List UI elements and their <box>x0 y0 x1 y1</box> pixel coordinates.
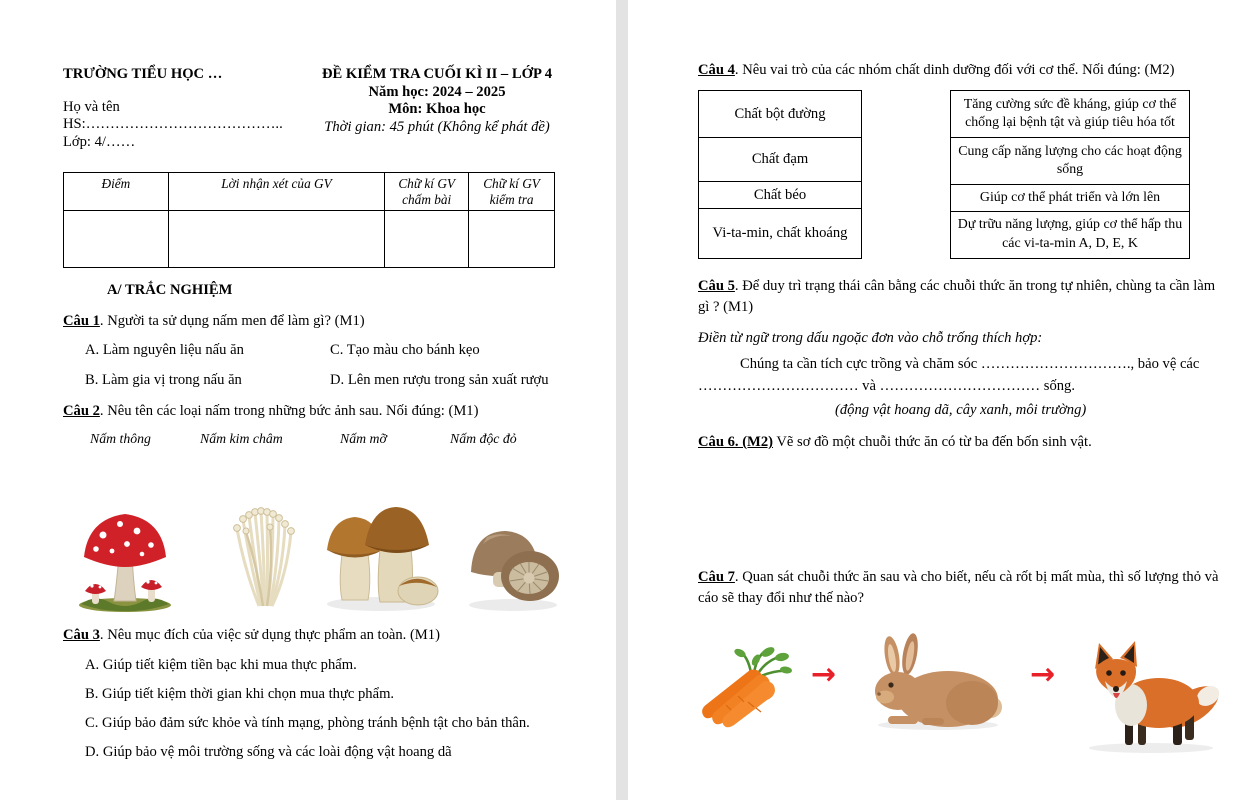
role-immunity: Tăng cường sức đề kháng, giúp cơ thể chống lại bệnh tật và giúp tiêu hóa tốt <box>951 91 1190 138</box>
role-growth: Giúp cơ thể phát triển và lớn lên <box>951 185 1190 211</box>
grade-table-cell-score <box>64 211 169 268</box>
nutrient-protein: Chất đạm <box>699 138 862 182</box>
question-2-text: . Nêu tên các loại nấm trong những bức ảnh sau. Nối đúng: (M1) <box>99 403 479 419</box>
exam-header <box>63 66 563 151</box>
fly-agaric-mushroom-image <box>75 501 175 613</box>
header-left-column <box>63 66 311 151</box>
food-chain-arrow-2: → <box>1030 657 1056 692</box>
question-2-label: Câu 2 <box>63 403 100 419</box>
matching-left-table <box>698 90 862 259</box>
question-2 <box>63 401 563 421</box>
grade-table-empty-row <box>64 211 555 268</box>
question-1-label: Câu 1 <box>63 313 100 329</box>
mushroom-name-row <box>63 431 563 451</box>
question-3 <box>63 625 563 645</box>
grade-table-cell-comment <box>168 211 384 268</box>
question-1-text: . Người ta sử dụng nấm men để làm gì? (M1) <box>99 313 365 329</box>
q1-option-d: D. Lên men rượu trong sản xuất rượu <box>330 372 549 388</box>
role-energy: Cung cấp năng lượng cho các hoạt động sống <box>951 138 1190 185</box>
nutrient-fat: Chất béo <box>699 182 862 209</box>
grade-table <box>63 172 555 268</box>
mushroom-name-toxic-red: Nấm độc đỏ <box>450 431 517 446</box>
grade-table-header-row <box>64 173 555 211</box>
mushroom-name-pine: Nấm thông <box>90 431 151 446</box>
question-3-options <box>63 657 563 761</box>
question-3-label: Câu 3 <box>63 627 100 643</box>
matching-exercise <box>698 90 1190 259</box>
fox-image <box>1073 625 1223 755</box>
section-a-title: A/ TRẮC NGHIỆM <box>107 282 233 298</box>
duration-line: Thời gian: 45 phút (Không kể phát đề) <box>324 118 550 135</box>
mushroom-image-row <box>75 499 563 613</box>
rabbit-image <box>858 633 1008 733</box>
question-4-text: . Nêu vai trò của các nhóm chất dinh dưỡng đối với cơ thể. Nối đúng: (M2) <box>734 62 1175 78</box>
question-5-label: Câu 5 <box>698 278 735 294</box>
q1-option-b: B. Làm gia vị trong nấu ăn <box>85 372 242 388</box>
q3-option-c: C. Giúp bảo đảm sức khỏe và tính mạng, phòng tránh bệnh tật cho bản thân. <box>85 715 530 731</box>
nutrient-carbohydrate: Chất bột đường <box>699 91 862 138</box>
role-storage: Dự trữu năng lượng, giúp cơ thể hấp thu các vi-ta-min A, D, E, K <box>951 211 1190 258</box>
mushroom-name-button: Nấm mỡ <box>340 431 387 446</box>
matching-gap <box>862 90 950 259</box>
exam-title: ĐỀ KIỂM TRA CUỐI KÌ II – LỚP 4 <box>321 66 553 82</box>
grade-table-header-comment: Lời nhận xét của GV <box>168 173 384 211</box>
question-3-text: . Nêu mục đích của việc sử dụng thực phẩm an toàn. (M1) <box>99 627 440 643</box>
class-line: Lớp: 4/…… <box>63 134 136 150</box>
student-name-line: Họ và tên HS:………………………………….. <box>63 99 283 132</box>
question-5 <box>698 276 1223 318</box>
question-4-label: Câu 4 <box>698 62 735 78</box>
question-7-label: Câu 7 <box>698 569 735 585</box>
q1-option-c: C. Tạo màu cho bánh kẹo <box>330 342 480 358</box>
grade-table-header-score: Điểm <box>64 173 169 211</box>
fill-blank-line-2: …………………………… và …………………………… sống. <box>698 378 1076 394</box>
school-name: TRƯỜNG TIỂU HỌC … <box>63 66 223 82</box>
question-1 <box>63 311 563 331</box>
q3-option-b: B. Giúp tiết kiệm thời gian khi chọn mua thực phẩm. <box>85 686 395 702</box>
brown-button-mushroom-image <box>463 518 563 613</box>
page-2 <box>628 0 1251 807</box>
page-1 <box>0 0 616 807</box>
grade-table-header-sign-checker: Chữ kí GV kiểm tra <box>469 173 555 211</box>
subject-line: Môn: Khoa học <box>388 101 486 117</box>
q1-option-a: A. Làm nguyên liệu nấu ăn <box>85 342 244 358</box>
grade-table-cell-sign-grader <box>385 211 469 268</box>
food-chain-row <box>698 625 1223 755</box>
food-chain-arrow-1: → <box>811 657 837 692</box>
question-7 <box>698 567 1223 609</box>
nutrient-vitamin-mineral: Vi-ta-min, chất khoáng <box>699 209 862 259</box>
question-6 <box>698 434 1223 451</box>
page-gap-divider <box>616 0 628 800</box>
header-right-column <box>311 66 563 151</box>
porcini-mushroom-image <box>319 503 439 613</box>
mushroom-name-enoki: Nấm kim châm <box>200 431 283 446</box>
q3-option-a: A. Giúp tiết kiệm tiền bạc khi mua thực phẩm. <box>85 657 357 673</box>
q3-option-d: D. Giúp bảo vệ môi trường sống và các loài động vật hoang dã <box>85 744 452 760</box>
question-1-options <box>85 342 563 389</box>
question-7-text: . Quan sát chuỗi thức ăn sau và cho biết, nếu cà rốt bị mất mùa, thì số lượng thỏ và cáo sẽ thay đổi như thế nào? <box>698 569 1219 606</box>
carrots-image <box>698 644 793 729</box>
matching-right-table <box>950 90 1190 259</box>
word-bank: (động vật hoang dã, cây xanh, môi trường) <box>835 402 1087 418</box>
school-year: Năm học: 2024 – 2025 <box>368 83 506 100</box>
question-6-label: Câu 6. (M2) <box>698 434 773 450</box>
question-5-instruction: Điền từ ngữ trong dấu ngoặc đơn vào chỗ trống thích hợp: <box>698 330 1043 346</box>
question-5-text: . Để duy trì trạng thái cân bằng các chuỗi thức ăn trong tự nhiên, chùng ta cần làm gì ? (M1) <box>698 278 1216 315</box>
grade-table-header-sign-grader: Chữ kí GV chấm bài <box>385 173 469 211</box>
question-6-text: Vẽ sơ đồ một chuỗi thức ăn có từ ba đến bốn sinh vật. <box>773 434 1092 450</box>
enoki-mushroom-image <box>221 501 306 613</box>
grade-table-cell-sign-checker <box>469 211 555 268</box>
fill-blank-line-1: Chúng ta cần tích cực trồng và chăm sóc …………………………., bảo vệ các <box>740 356 1200 372</box>
question-4 <box>698 62 1223 79</box>
